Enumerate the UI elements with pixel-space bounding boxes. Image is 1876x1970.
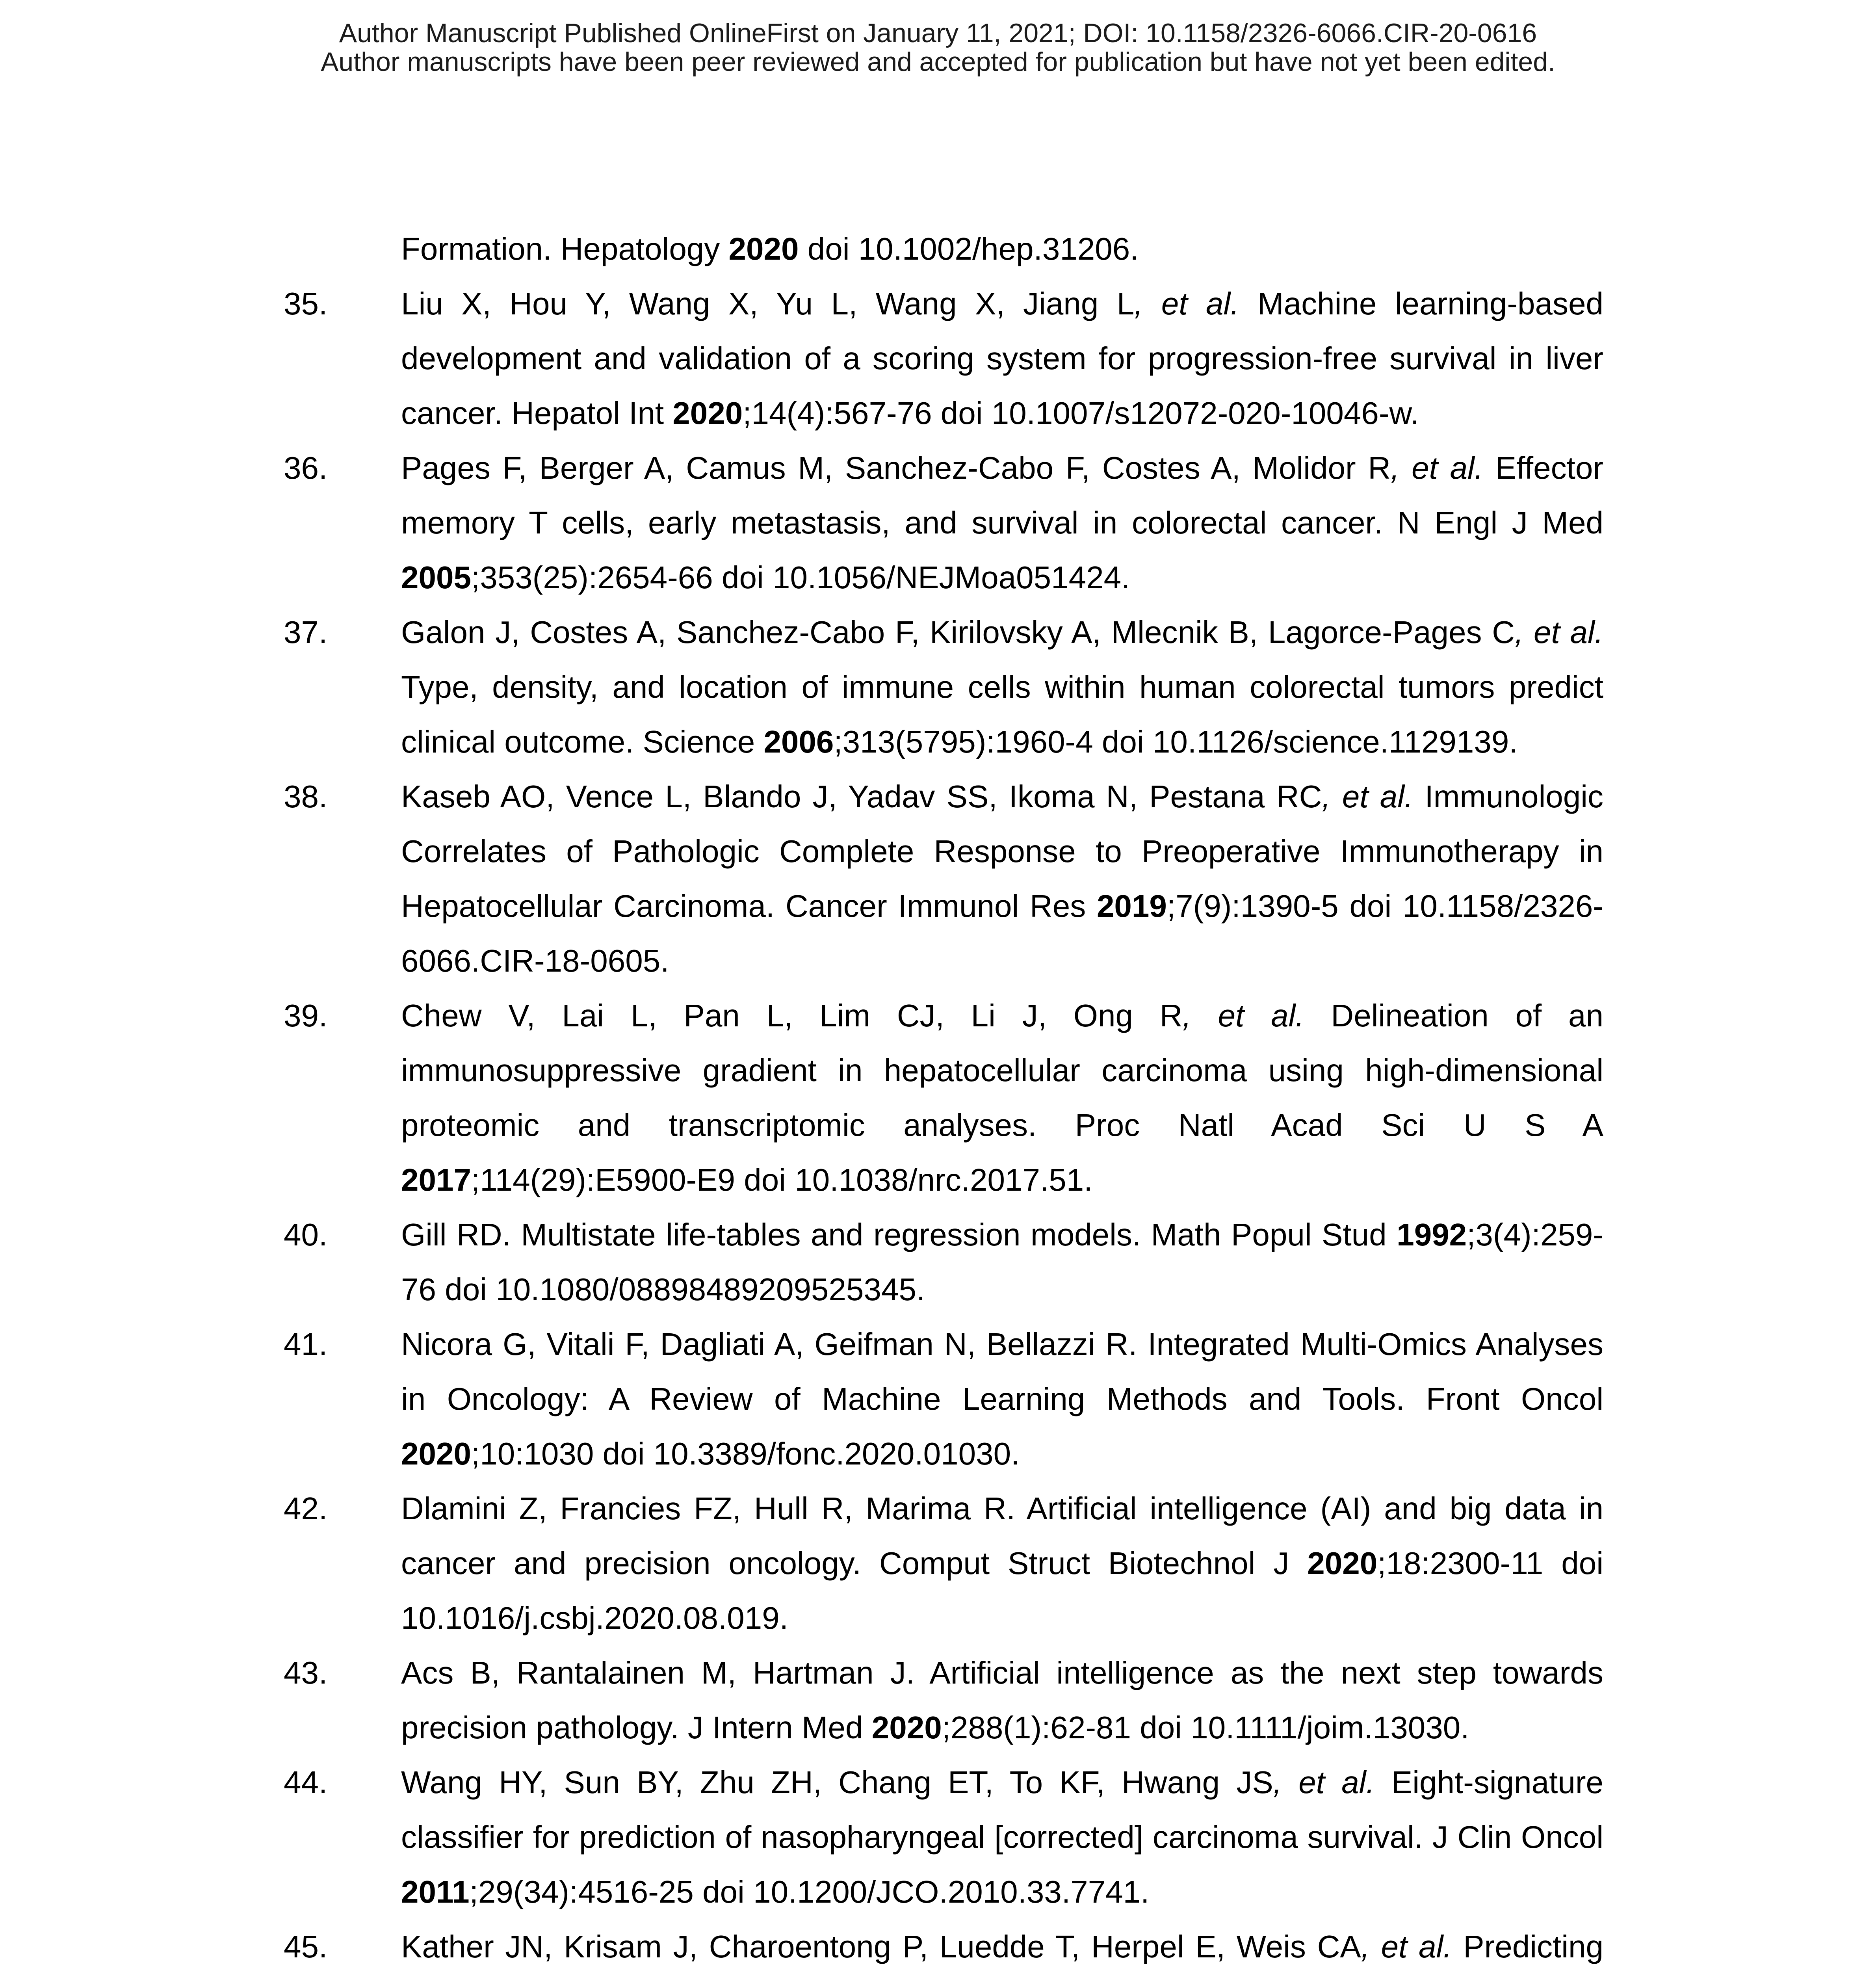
reference-authors: Nicora G, Vitali F, Dagliati A, Geifman N, Bellazzi R. — [401, 1327, 1137, 1362]
reference-number: 44. — [284, 1765, 328, 1800]
reference-item — [284, 988, 1603, 1207]
reference-item — [284, 1317, 1603, 1481]
reference-item — [284, 1919, 1603, 1970]
reference-rest: ;7(9):1390-5 doi 10.1158/2326-6066.CIR-18-0605. — [401, 888, 1603, 978]
reference-et-al: , et al. — [1273, 1765, 1375, 1800]
reference-year: 2011 — [401, 1874, 470, 1909]
reference-title: Artificial intelligence (AI) and big data in cancer and precision oncology. Comput Struct Biotechnol J — [401, 1491, 1604, 1581]
reference-year: 2020 — [1307, 1546, 1378, 1581]
reference-title: Immunologic Correlates of Pathologic Complete Response to Preoperative Immunotherapy in Hepatocellular Carcinoma. Cancer Immunol Res — [401, 779, 1604, 924]
reference-number: 43. — [284, 1655, 328, 1690]
reference-et-al: , et al. — [1361, 1929, 1452, 1964]
reference-year: 2005 — [401, 560, 471, 595]
reference-title: Integrated Multi-Omics Analyses in Oncology: A Review of Machine Learning Methods and Tools. Front Oncol — [401, 1327, 1603, 1416]
reference-text — [401, 221, 1603, 276]
reference-et-al: , et al. — [1182, 998, 1304, 1033]
reference-year: 2020 — [401, 1436, 471, 1471]
reference-number: 39. — [284, 998, 328, 1033]
reference-number: 45. — [284, 1929, 328, 1964]
reference-number: 35. — [284, 286, 328, 321]
reference-authors: Dlamini Z, Francies FZ, Hull R, Marima R. — [401, 1491, 1016, 1526]
reference-number: 40. — [284, 1217, 328, 1252]
reference-title: Formation. Hepatology — [401, 231, 729, 266]
reference-list — [284, 221, 1603, 1970]
reference-item — [284, 1207, 1603, 1317]
reference-text — [401, 276, 1603, 440]
reference-item — [284, 440, 1603, 605]
reference-text — [401, 1481, 1603, 1645]
reference-number: 42. — [284, 1491, 328, 1526]
reference-year: 1992 — [1397, 1217, 1467, 1252]
reference-title: Machine learning-based development and validation of a scoring system for progression-free survival in liver cancer. Hepatol Int — [401, 286, 1604, 431]
reference-text — [401, 605, 1603, 769]
reference-rest: ;3(4):259-76 doi 10.1080/08898489209525345. — [401, 1217, 1604, 1307]
reference-rest: doi 10.1002/hep.31206. — [799, 231, 1139, 266]
reference-item — [284, 276, 1603, 440]
reference-item — [284, 221, 1603, 276]
header-line-1: Author Manuscript Published OnlineFirst on January 11, 2021; DOI: 10.1158/2326-6066.CIR-20-0616 — [339, 18, 1537, 48]
header-line-2: Author manuscripts have been peer reviewed and accepted for publication but have not yet been edited. — [321, 47, 1555, 77]
reference-et-al: , et al. — [1515, 615, 1604, 650]
reference-item — [284, 605, 1603, 769]
reference-text — [401, 1645, 1603, 1755]
reference-authors: Gill RD. — [401, 1217, 511, 1252]
reference-text — [401, 440, 1603, 605]
reference-title: Artificial intelligence as the next step towards precision pathology. J Intern Med — [401, 1655, 1604, 1745]
reference-title: Multistate life-tables and regression models. Math Popul Stud — [511, 1217, 1397, 1252]
reference-text — [401, 1919, 1603, 1970]
reference-item — [284, 1481, 1603, 1645]
reference-authors: Wang HY, Sun BY, Zhu ZH, Chang ET, To KF, Hwang JS — [401, 1765, 1273, 1800]
reference-authors: Chew V, Lai L, Pan L, Lim CJ, Li J, Ong R — [401, 998, 1183, 1033]
reference-rest: ;14(4):567-76 doi 10.1007/s12072-020-10046-w. — [743, 396, 1419, 431]
reference-text — [401, 1207, 1603, 1317]
reference-et-al: , et al. — [1134, 286, 1239, 321]
reference-year: 2020 — [871, 1710, 942, 1745]
reference-et-al: , et al. — [1391, 450, 1484, 485]
reference-authors: Acs B, Rantalainen M, Hartman J. — [401, 1655, 915, 1690]
reference-title: Effector memory T cells, early metastasis, and survival in colorectal cancer. N Engl J Med — [401, 450, 1603, 540]
reference-authors: Galon J, Costes A, Sanchez-Cabo F, Kirilovsky A, Mlecnik B, Lagorce-Pages C — [401, 615, 1515, 650]
manuscript-header — [0, 19, 1876, 76]
reference-number: 37. — [284, 615, 328, 650]
reference-item — [284, 1755, 1603, 1919]
reference-title: Delineation of an immunosuppressive gradient in hepatocellular carcinoma using high-dimensional proteomic and transcriptomic analyses. Proc Natl Acad Sci U S A — [401, 998, 1604, 1143]
reference-rest: ;29(34):4516-25 doi 10.1200/JCO.2010.33.7741. — [469, 1874, 1150, 1909]
reference-text — [401, 988, 1603, 1207]
reference-authors: Pages F, Berger A, Camus M, Sanchez-Cabo F, Costes A, Molidor R — [401, 450, 1391, 485]
reference-text — [401, 1755, 1603, 1919]
reference-year: 2020 — [728, 231, 799, 266]
reference-et-al: , et al. — [1322, 779, 1414, 814]
reference-item — [284, 1645, 1603, 1755]
reference-text — [401, 1317, 1603, 1481]
reference-number: 38. — [284, 779, 328, 814]
reference-rest: ;353(25):2654-66 doi 10.1056/NEJMoa051424. — [471, 560, 1130, 595]
reference-rest: ;313(5795):1960-4 doi 10.1126/science.1129139. — [834, 724, 1518, 759]
reference-year: 2019 — [1096, 888, 1167, 924]
reference-year: 2017 — [401, 1162, 471, 1197]
reference-rest: ;18:2300-11 doi 10.1016/j.csbj.2020.08.019. — [401, 1546, 1604, 1635]
reference-year: 2006 — [763, 724, 834, 759]
reference-item — [284, 769, 1603, 988]
reference-rest: ;288(1):62-81 doi 10.1111/joim.13030. — [942, 1710, 1469, 1745]
reference-authors: Kather JN, Krisam J, Charoentong P, Luedde T, Herpel E, Weis CA — [401, 1929, 1361, 1964]
reference-title: Predicting — [1463, 1929, 1604, 1964]
reference-title: Type, density, and location of immune cells within human colorectal tumors predict clinical outcome. Science — [401, 669, 1603, 759]
reference-rest: ;10:1030 doi 10.3389/fonc.2020.01030. — [471, 1436, 1020, 1471]
reference-authors: Kaseb AO, Vence L, Blando J, Yadav SS, Ikoma N, Pestana RC — [401, 779, 1322, 814]
reference-number: 41. — [284, 1327, 328, 1362]
reference-text — [401, 769, 1603, 988]
reference-title: Eight-signature classifier for prediction of nasopharyngeal [corrected] carcinoma survival. J Clin Oncol — [401, 1765, 1604, 1855]
reference-year: 2020 — [672, 396, 743, 431]
reference-rest: ;114(29):E5900-E9 doi 10.1038/nrc.2017.51. — [471, 1162, 1093, 1197]
reference-authors: Liu X, Hou Y, Wang X, Yu L, Wang X, Jiang L — [401, 286, 1135, 321]
reference-number: 36. — [284, 450, 328, 485]
